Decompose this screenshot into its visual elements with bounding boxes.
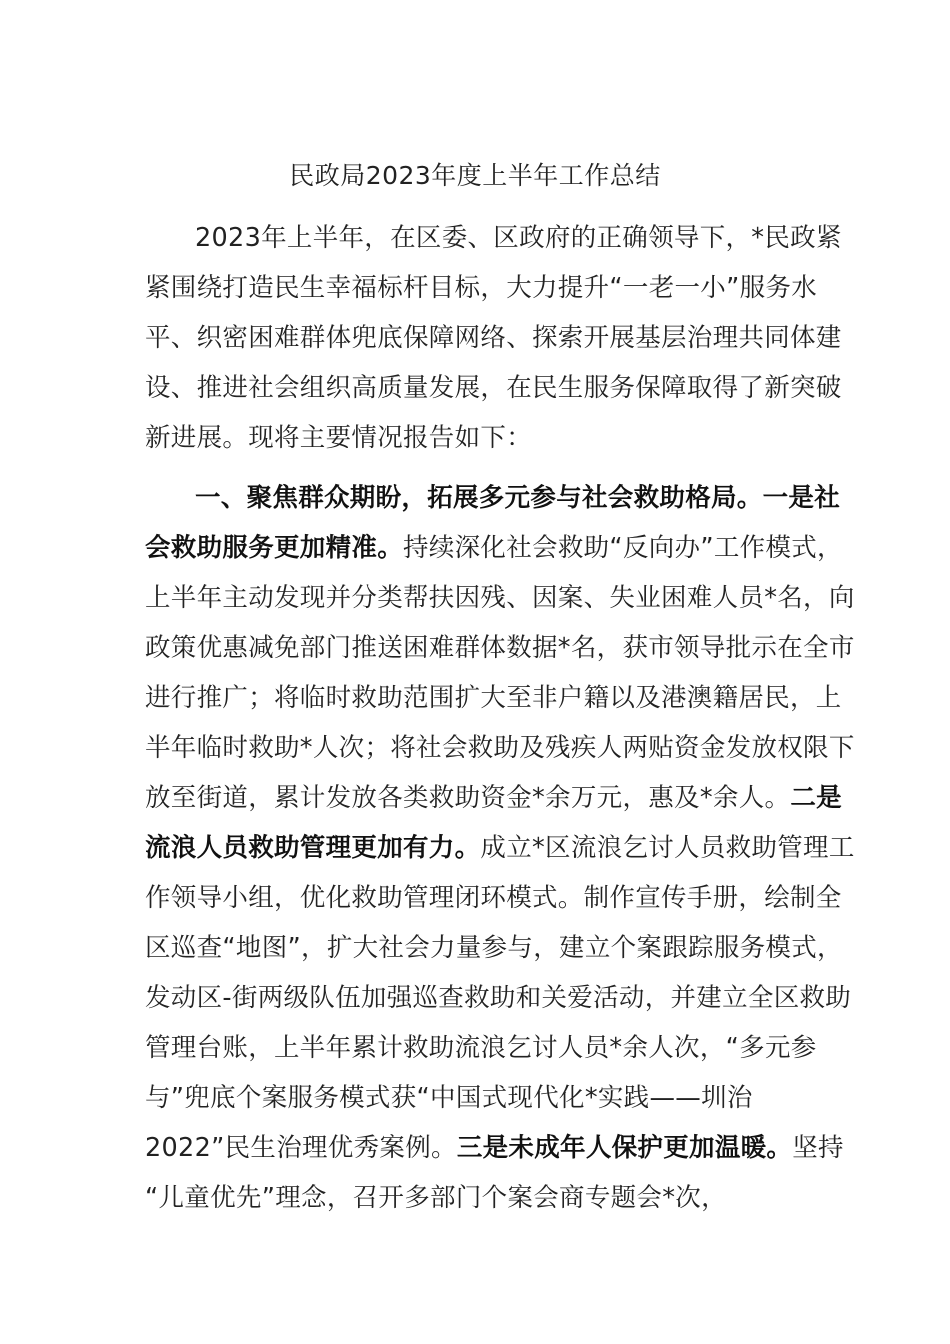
section-1-line-10: 区巡查“地图”，扩大社会力量参与，建立个案跟踪服务模式，: [145, 933, 843, 963]
document-title: 民政局2023年度上半年工作总结: [289, 161, 661, 190]
section-1-line-2: [145, 523, 843, 573]
point-1-heading: 会救助服务更加精准。: [145, 533, 404, 563]
section-1-line-12: 管理台账，上半年累计救助流浪乞讨人员*余人次，“多元参: [145, 1033, 817, 1063]
point-2-label: 二是: [790, 783, 842, 813]
paragraph-1-line-3: 平、织密困难群体兜底保障网络、探索开展基层治理共同体建: [145, 323, 842, 353]
paragraph-1-line-4: 设、推进社会组织高质量发展，在民生服务保障取得了新突破: [145, 373, 842, 403]
section-1-line-14: [145, 1123, 844, 1173]
paragraph-1-line-1: 2023年上半年，在区委、区政府的正确领导下，*民政紧: [195, 223, 842, 253]
section-1-line-3: 上半年主动发现并分类帮扶因残、因案、失业困难人员*名，向: [145, 583, 855, 613]
section-1-line-13: 与”兜底个案服务模式获“中国式现代化*实践——圳治: [145, 1083, 753, 1113]
point-2-heading: 流浪人员救助管理更加有力。: [145, 833, 481, 863]
section-1-line-8: [145, 823, 855, 873]
section-1-line-5: 进行推广；将临时救助范围扩大至非户籍以及港澳籍居民，上: [145, 683, 842, 713]
section-1-line-11: 发动区-街两级队伍加强巡查救助和关爱活动，并建立全区救助: [145, 983, 852, 1013]
section-1-line-9: 作领导小组，优化救助管理闭环模式。制作宣传手册，绘制全: [145, 883, 842, 913]
body-text: 坚持: [792, 1133, 844, 1163]
section-1-line-1: [195, 473, 840, 523]
section-1-line-4: 政策优惠减免部门推送困难群体数据*名，获市领导批示在全市: [145, 633, 855, 663]
section-1-heading: 一、聚焦群众期盼，拓展多元参与社会救助格局。一是社: [195, 483, 841, 513]
paragraph-1-line-2: 紧围绕打造民生幸福标杆目标，大力提升“一老一小”服务水: [145, 273, 818, 303]
paragraph-1-line-5: 新进展。现将主要情况报告如下：: [145, 423, 533, 453]
point-3-heading: 三是未成年人保护更加温暖。: [456, 1133, 793, 1163]
body-text: 持续深化社会救助“反向办”工作模式，: [403, 533, 843, 563]
section-1-line-15: “儿童优先”理念，召开多部门个案会商专题会*次，: [145, 1183, 727, 1213]
section-1-line-7: [145, 773, 842, 823]
section-1-line-6: 半年临时救助*人次；将社会救助及残疾人两贴资金发放权限下: [145, 733, 855, 763]
body-text: 放至街道，累计发放各类救助资金*余万元，惠及*余人。: [145, 783, 791, 813]
body-text: 成立*区流浪乞讨人员救助管理工: [480, 833, 855, 863]
body-text: 2022”民生治理优秀案例。: [145, 1133, 457, 1163]
